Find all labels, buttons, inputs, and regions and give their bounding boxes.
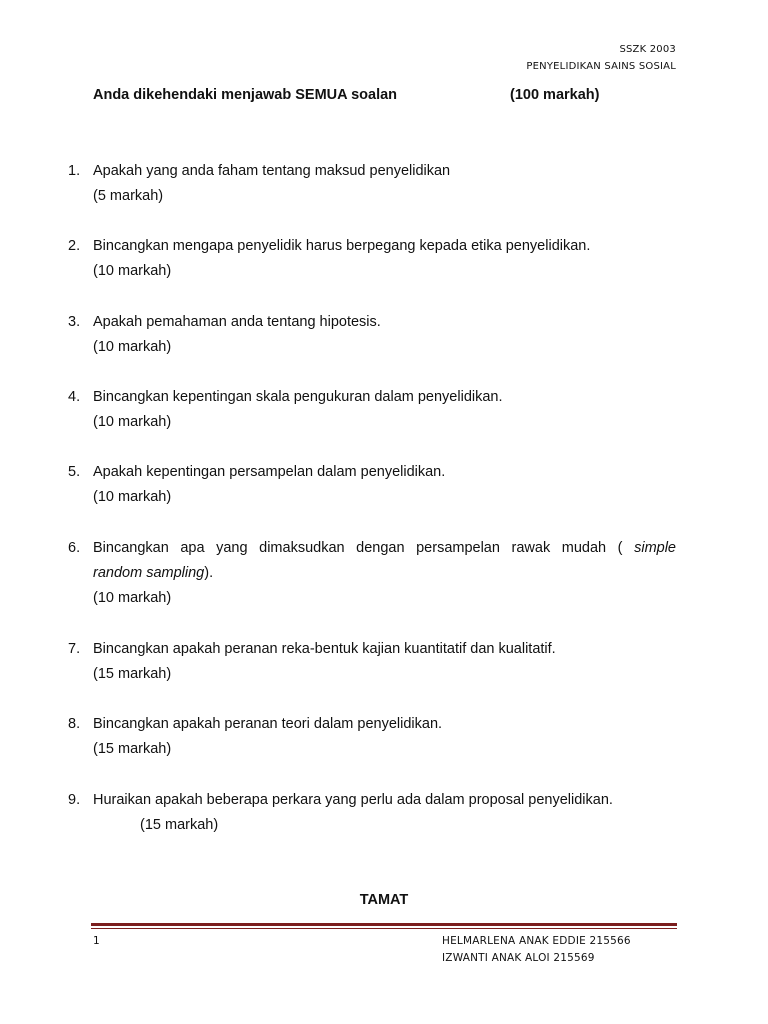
- question-9: [68, 788, 676, 838]
- question-text: Apakah yang anda faham tentang maksud penyelidikan: [93, 163, 451, 179]
- question-text-line-2: [93, 561, 676, 586]
- question-4: [68, 385, 676, 435]
- question-marks: (10 markah): [93, 263, 172, 279]
- question-number: 5.: [68, 464, 81, 480]
- question-6: [68, 536, 676, 611]
- question-text: Huraikan apakah beberapa perkara yang perlu ada dalam proposal penyelidikan.: [93, 792, 613, 808]
- question-number: 6.: [68, 540, 81, 556]
- question-marks: (5 markah): [93, 188, 164, 204]
- question-number: 3.: [68, 314, 81, 330]
- question-number: 2.: [68, 238, 81, 254]
- question-text: Bincangkan kepentingan skala pengukuran dalam penyelidikan.: [93, 389, 503, 405]
- question-number: 1.: [68, 163, 81, 179]
- question-8: [68, 712, 676, 762]
- question-number: 9.: [68, 792, 81, 808]
- question-1: [68, 159, 676, 209]
- course-code: SSZK 2003: [619, 44, 676, 55]
- question-marks: (10 markah): [93, 414, 172, 430]
- question-marks: (15 markah): [93, 666, 172, 682]
- instructions-text: Anda dikehendaki menjawab SEMUA soalan: [93, 87, 398, 103]
- author-1: HELMARLENA ANAK EDDIE 215566: [442, 935, 631, 947]
- question-number: 7.: [68, 641, 81, 657]
- question-text: Apakah pemahaman anda tentang hipotesis.: [93, 314, 381, 330]
- question-text: ).: [204, 565, 214, 581]
- footer-divider: [91, 923, 677, 926]
- closing-text: TAMAT: [359, 892, 409, 908]
- page-number: 1: [93, 935, 100, 947]
- footer-divider-thin: [91, 928, 677, 929]
- question-text-italic: random sampling: [93, 565, 205, 581]
- question-text: Bincangkan mengapa penyelidik harus berpegang kepada etika penyelidikan.: [93, 238, 591, 254]
- instructions: [93, 87, 693, 103]
- author-2: IZWANTI ANAK ALOI 215569: [442, 952, 595, 964]
- question-number: 4.: [68, 389, 81, 405]
- question-marks: (10 markah): [93, 489, 172, 505]
- question-marks: (15 markah): [140, 817, 219, 833]
- total-marks: (100 markah): [510, 87, 600, 103]
- question-7: [68, 637, 676, 687]
- question-marks: (15 markah): [93, 741, 172, 757]
- question-text-line-1: [93, 536, 676, 561]
- question-text: Bincangkan apakah peranan reka-bentuk kajian kuantitatif dan kualitatif.: [93, 641, 556, 657]
- question-text: Bincangkan apakah peranan teori dalam penyelidikan.: [93, 716, 443, 732]
- question-number: 8.: [68, 716, 81, 732]
- question-2: [68, 234, 676, 284]
- question-marks: (10 markah): [93, 339, 172, 355]
- course-name: PENYELIDIKAN SAINS SOSIAL: [526, 61, 676, 72]
- question-marks: (10 markah): [93, 590, 172, 606]
- question-text: Apakah kepentingan persampelan dalam penyelidikan.: [93, 464, 446, 480]
- question-text-italic: simple: [634, 540, 676, 556]
- question-3: [68, 310, 676, 360]
- question-5: [68, 460, 676, 510]
- question-text: Bincangkan apa yang dimaksudkan dengan persampelan rawak mudah (: [93, 540, 623, 556]
